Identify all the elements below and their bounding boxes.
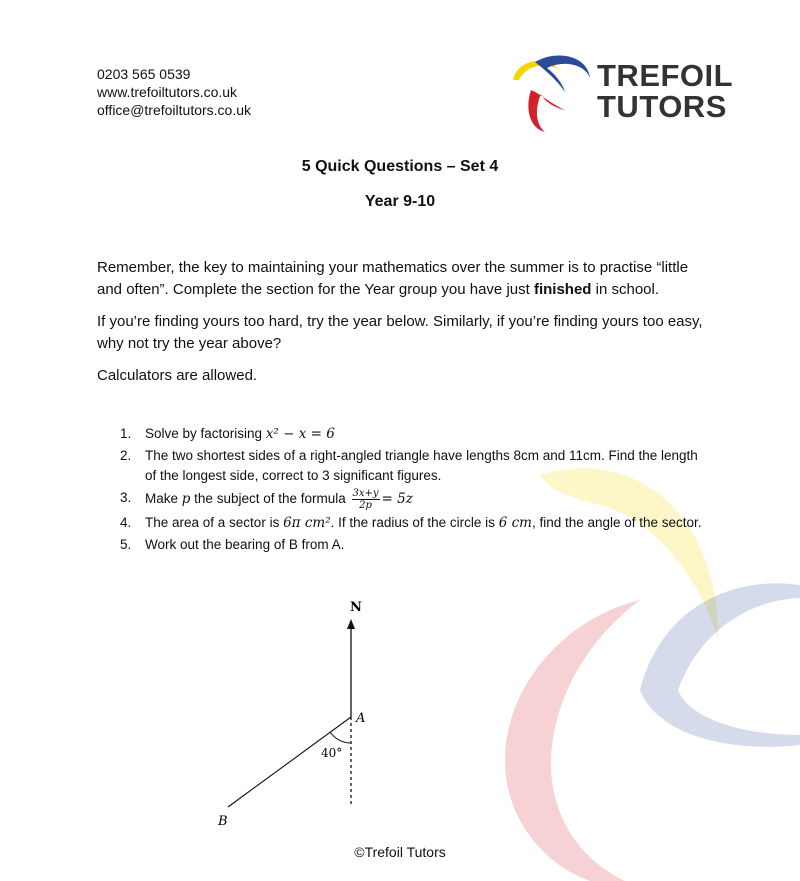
question-4 <box>120 513 710 533</box>
bearing-diagram <box>200 595 400 835</box>
page-title: 5 Quick Questions – Set 4 <box>301 158 499 175</box>
website-link[interactable]: www.trefoiltutors.co.uk <box>97 84 238 100</box>
trefoil-logo <box>505 50 735 140</box>
question-number: 2. <box>120 448 132 463</box>
footer-copyright: ©Trefoil Tutors <box>354 844 446 860</box>
intro-text-1: Remember, the key to maintaining your mathematics over the summer is to practise “little and often”. Complete the section for the Year group you have just <box>97 259 689 298</box>
question-text: The two shortest sides of a right-angled triangle have lengths 8cm and 11cm. Find the length of the longest side, correct to 3 significant figures. <box>145 448 698 483</box>
intro-paragraph-3: Calculators are allowed. <box>97 367 258 384</box>
email-link[interactable]: office@trefoiltutors.co.uk <box>97 102 252 118</box>
contact-info <box>97 65 251 119</box>
angle-label: 40° <box>321 746 343 760</box>
question-text: The area of a sector is <box>145 515 284 530</box>
trefoil-logo-icon <box>505 50 595 140</box>
question-text-b: the subject of the formula <box>190 491 350 507</box>
question-number: 5. <box>120 537 132 552</box>
logo-line-1: TREFOIL <box>597 58 734 93</box>
intro-text-1b: in school. <box>591 281 660 298</box>
question-variable: p <box>181 491 191 508</box>
question-3 <box>120 488 710 511</box>
intro-bold: finished <box>533 281 592 298</box>
fraction-numerator: 3x+y <box>352 488 379 499</box>
question-text-c: , find the angle of the sector. <box>531 515 702 530</box>
formula-rhs: = 5z <box>381 491 413 508</box>
point-a-label: A <box>356 711 366 726</box>
question-1 <box>120 424 710 444</box>
question-text: Work out the bearing of B from A. <box>145 537 345 552</box>
question-number: 4. <box>120 515 132 530</box>
intro-paragraph-2: If you’re finding yours too hard, try the year below. Similarly, if you’re finding yours too easy, why not try the year above? <box>97 313 703 352</box>
fraction-denominator: 2p <box>359 500 372 511</box>
question-math: x² − x = 6 <box>265 426 335 442</box>
line-a-to-b <box>228 717 351 807</box>
question-2 <box>120 446 710 486</box>
logo-line-2: TUTORS <box>597 89 727 124</box>
logo-wordmark <box>597 60 733 122</box>
question-text: Make <box>145 491 182 507</box>
angle-arc <box>330 732 351 743</box>
question-number: 3. <box>120 490 132 505</box>
question-text-b: . If the radius of the circle is <box>330 515 499 530</box>
page-subtitle: Year 9-10 <box>364 193 436 210</box>
phone-number: 0203 565 0539 <box>97 66 191 82</box>
question-text: Solve by factorising <box>145 426 266 441</box>
north-label: N <box>350 600 362 615</box>
point-b-label: B <box>218 814 228 829</box>
question-list <box>120 424 710 557</box>
intro-paragraph-1 <box>97 257 707 301</box>
question-math-a: 6π cm² <box>283 515 331 531</box>
question-5 <box>120 535 710 555</box>
north-arrow-icon <box>347 619 355 629</box>
formula-fraction <box>352 488 380 511</box>
question-math-b: 6 cm <box>498 515 532 531</box>
question-number: 1. <box>120 426 132 441</box>
